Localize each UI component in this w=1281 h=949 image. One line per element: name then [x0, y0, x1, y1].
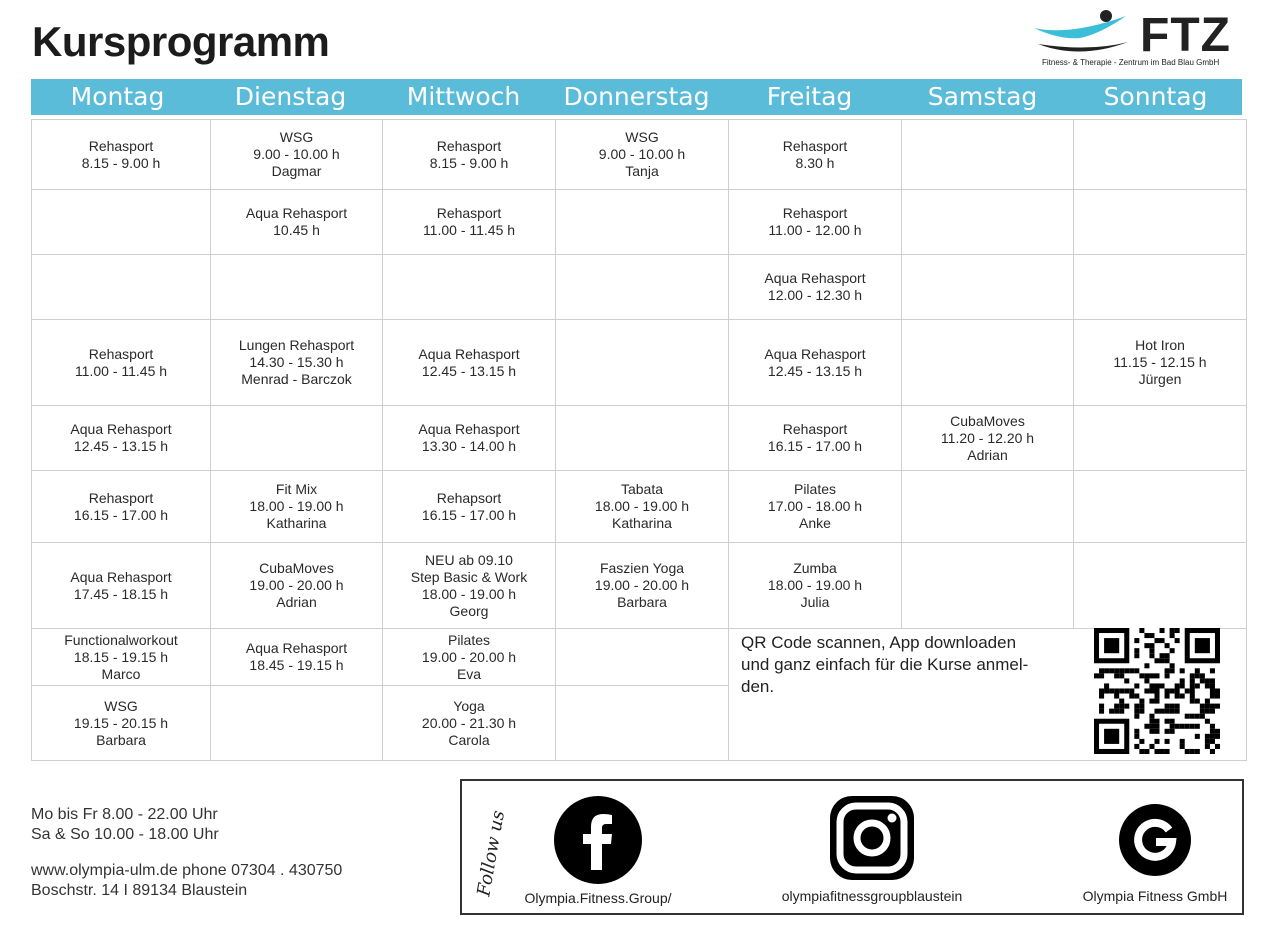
course-text: Julia	[800, 594, 830, 610]
course-text: 8.15 - 9.00 h	[429, 154, 509, 171]
course-text: 18.00 - 19.00 h	[594, 498, 690, 514]
schedule-cell	[729, 320, 902, 406]
schedule-cell	[383, 255, 556, 320]
schedule-cell	[211, 320, 383, 406]
facebook-icon	[554, 796, 642, 884]
schedule-cell	[1074, 190, 1247, 255]
schedule-cell	[1074, 120, 1247, 190]
course-text: Rehasport	[782, 421, 848, 437]
course-text: Rehasport	[436, 205, 502, 221]
instagram-label: olympiafitnessgroupblaustein	[781, 888, 963, 904]
course-text: 10.45 h	[273, 222, 320, 238]
schedule-cell	[902, 406, 1074, 471]
course-text: 12.45 - 13.15 h	[767, 362, 863, 379]
course-text: 19.15 - 20.15 h	[73, 714, 169, 731]
course-text: Aqua Rehasport	[418, 345, 520, 362]
schedule-cell	[32, 320, 211, 406]
schedule-cell	[32, 190, 211, 255]
contact-web[interactable]: www.olympia-ulm.de phone 07304 . 430750	[31, 862, 343, 879]
course-text: Aqua Rehasport	[70, 568, 172, 585]
qr-text-line2: und ganz einfach für die Kurse anmel-	[741, 655, 1029, 674]
course-text: Aqua Rehasport	[245, 640, 348, 656]
course-text: Rehapsort	[436, 489, 502, 506]
day-wednesday: Mittwoch	[406, 82, 521, 111]
hours-weekend: Sa & So 10.00 - 18.00 Uhr	[31, 826, 219, 843]
course-text: 11.15 - 12.15 h	[1113, 354, 1207, 370]
course-text: 12.45 - 13.15 h	[421, 362, 517, 379]
weekday-header	[31, 79, 1242, 115]
schedule-cell	[211, 406, 383, 471]
course-text: 16.15 - 17.00 h	[421, 506, 517, 523]
course-text: 13.30 - 14.00 h	[421, 438, 517, 454]
schedule-cell	[902, 255, 1074, 320]
qr-info	[741, 632, 1071, 698]
schedule-cell	[383, 406, 556, 471]
course-text: 18.45 - 19.15 h	[249, 657, 344, 673]
google-label: Olympia Fitness GmbH	[1082, 888, 1228, 904]
schedule-cell	[211, 471, 383, 543]
table-row	[32, 320, 1247, 406]
schedule-cell	[1074, 406, 1247, 471]
table-row	[32, 255, 1247, 320]
schedule-cell	[902, 471, 1074, 543]
course-text: 19.00 - 20.00 h	[249, 577, 344, 593]
page-title: Kursprogramm	[32, 18, 330, 65]
course-text: Aqua Rehasport	[245, 205, 348, 221]
schedule-cell	[902, 190, 1074, 255]
course-text: Georg	[449, 602, 489, 619]
schedule-cell	[729, 190, 902, 255]
course-text: WSG	[279, 129, 314, 145]
course-text: Aqua Rehasport	[418, 421, 520, 437]
day-thursday: Donnerstag	[563, 82, 710, 111]
schedule-cell	[383, 543, 556, 629]
course-text: Dagmar	[271, 163, 322, 179]
course-text: Menrad - Barczok	[241, 371, 352, 387]
follow-us-text: Follow us	[473, 808, 510, 898]
schedule-cell	[32, 255, 211, 320]
course-text: Carola	[448, 731, 490, 748]
opening-hours-contact	[31, 805, 342, 901]
course-text: Rehasport	[88, 137, 154, 154]
course-text: Fit Mix	[275, 481, 318, 497]
schedule-cell	[211, 255, 383, 320]
course-text: 11.00 - 12.00 h	[768, 222, 862, 238]
course-text: 8.15 - 9.00 h	[81, 154, 161, 171]
course-text: 17.45 - 18.15 h	[73, 585, 169, 602]
google-link[interactable]	[1060, 804, 1250, 904]
course-text: 8.30 h	[795, 154, 835, 171]
course-text: 11.00 - 11.45 h	[74, 362, 168, 379]
table-row	[32, 190, 1247, 255]
course-text: 17.00 - 18.00 h	[767, 498, 863, 514]
course-text: 18.00 - 19.00 h	[249, 498, 344, 514]
schedule-cell	[556, 190, 729, 255]
contact-address: Boschstr. 14 I 89134 Blaustein	[31, 882, 248, 899]
ftz-figure-icon	[1030, 6, 1140, 62]
course-text: Barbara	[96, 731, 146, 748]
schedule-cell	[902, 320, 1074, 406]
schedule-cell	[32, 471, 211, 543]
course-text: Katharina	[612, 515, 672, 531]
course-text: 16.15 - 17.00 h	[767, 438, 863, 454]
qr-text-line3: den.	[741, 677, 775, 696]
instagram-icon	[828, 794, 916, 882]
schedule-cell	[211, 629, 383, 686]
course-text: Aqua Rehasport	[70, 421, 172, 437]
course-text: Rehasport	[88, 489, 154, 506]
course-text: Anke	[799, 515, 831, 531]
schedule-cell	[32, 543, 211, 629]
logo-text: FTZ	[1140, 9, 1231, 62]
schedule-cell	[211, 120, 383, 190]
course-text: Pilates	[793, 481, 837, 497]
qr-text-line1: QR Code scannen, App downloaden	[741, 633, 1017, 652]
table-row	[32, 471, 1247, 543]
course-text: Adrian	[967, 446, 1008, 463]
schedule-cell	[556, 255, 729, 320]
course-text: Zumba	[793, 560, 837, 576]
facebook-label: Olympia.Fitness.Group/	[524, 890, 672, 906]
course-text: 18.00 - 19.00 h	[421, 585, 517, 602]
schedule-cell	[1074, 255, 1247, 320]
course-text: Marco	[101, 665, 141, 682]
schedule-cell	[32, 686, 211, 761]
course-text: 12.00 - 12.30 h	[767, 287, 863, 303]
course-text: Tanja	[625, 163, 659, 179]
course-text: 20.00 - 21.30 h	[421, 714, 517, 731]
google-icon	[1119, 804, 1191, 876]
course-text: Step Basic & Work	[410, 568, 528, 585]
course-text: NEU ab 09.10	[425, 551, 513, 568]
schedule-cell	[556, 320, 729, 406]
table-row	[32, 543, 1247, 629]
schedule-cell	[902, 543, 1074, 629]
schedule-cell	[729, 255, 902, 320]
schedule-cell	[729, 543, 902, 629]
hours-weekday: Mo bis Fr 8.00 - 22.00 Uhr	[31, 806, 218, 823]
table-row	[32, 120, 1247, 190]
course-text: 14.30 - 15.30 h	[249, 354, 344, 370]
schedule-cell	[556, 686, 729, 761]
table-row	[32, 406, 1247, 471]
schedule-cell	[729, 471, 902, 543]
course-text: Tabata	[620, 481, 664, 497]
schedule-cell	[556, 406, 729, 471]
course-text: CubaMoves	[259, 560, 334, 576]
schedule-cell	[32, 120, 211, 190]
course-text: 9.00 - 10.00 h	[598, 146, 686, 162]
course-text: CubaMoves	[950, 412, 1025, 429]
schedule-cell	[1074, 471, 1247, 543]
course-text: Katharina	[266, 515, 327, 531]
schedule-cell	[556, 543, 729, 629]
schedule-cell	[556, 471, 729, 543]
schedule-cell	[902, 120, 1074, 190]
course-text: Aqua Rehasport	[764, 345, 866, 362]
schedule-cell	[32, 629, 211, 686]
schedule-cell	[1074, 320, 1247, 406]
schedule-cell	[729, 406, 902, 471]
course-text: WSG	[625, 129, 659, 145]
course-text: 12.45 - 13.15 h	[73, 438, 169, 454]
schedule-cell	[556, 120, 729, 190]
course-text: Pilates	[447, 631, 491, 648]
course-text: 19.00 - 20.00 h	[594, 577, 690, 593]
day-sunday: Sonntag	[1103, 82, 1208, 111]
schedule-cell	[383, 120, 556, 190]
logo-subtitle: Fitness- & Therapie - Zentrum im Bad Blau GmbH	[1042, 58, 1220, 67]
day-saturday: Samstag	[927, 82, 1038, 111]
qr-code-icon[interactable]	[1094, 628, 1220, 754]
day-tuesday: Dienstag	[234, 82, 347, 111]
course-text: Rehasport	[782, 137, 848, 154]
course-text: 11.20 - 12.20 h	[940, 429, 1035, 446]
schedule-cell	[556, 629, 729, 686]
day-monday: Montag	[70, 82, 165, 111]
course-text: Rehasport	[782, 205, 848, 221]
facebook-link[interactable]	[508, 796, 688, 906]
schedule-cell	[211, 543, 383, 629]
course-text: Rehasport	[436, 137, 502, 154]
schedule-cell	[729, 120, 902, 190]
schedule-cell	[383, 471, 556, 543]
schedule-cell	[211, 190, 383, 255]
schedule-cell	[383, 320, 556, 406]
course-text: Faszien Yoga	[599, 560, 685, 576]
ftz-logo	[1030, 6, 1250, 72]
course-text: Barbara	[617, 594, 667, 610]
schedule-cell	[1074, 543, 1247, 629]
course-text: 19.00 - 20.00 h	[421, 648, 517, 665]
course-text: Eva	[456, 665, 482, 682]
course-text: Jürgen	[1138, 371, 1182, 387]
schedule-cell	[383, 686, 556, 761]
course-text: 9.00 - 10.00 h	[253, 146, 340, 162]
course-text: 11.00 - 11.45 h	[422, 222, 516, 238]
instagram-link[interactable]	[762, 794, 982, 904]
course-text: Aqua Rehasport	[764, 270, 866, 286]
course-text: 18.15 - 19.15 h	[73, 648, 169, 665]
day-friday: Freitag	[766, 82, 853, 111]
course-text: Yoga	[453, 697, 485, 714]
course-text: Functionalworkout	[64, 631, 178, 648]
course-text: Lungen Rehasport	[238, 337, 355, 353]
course-text: 18.00 - 19.00 h	[767, 577, 863, 593]
schedule-cell	[32, 406, 211, 471]
course-text: WSG	[104, 697, 138, 714]
course-text: Hot Iron	[1135, 337, 1185, 353]
schedule-cell	[211, 686, 383, 761]
schedule-cell	[383, 629, 556, 686]
schedule-cell	[383, 190, 556, 255]
course-text: Adrian	[276, 594, 317, 610]
course-text: Rehasport	[88, 345, 154, 362]
course-text: 16.15 - 17.00 h	[73, 506, 169, 523]
